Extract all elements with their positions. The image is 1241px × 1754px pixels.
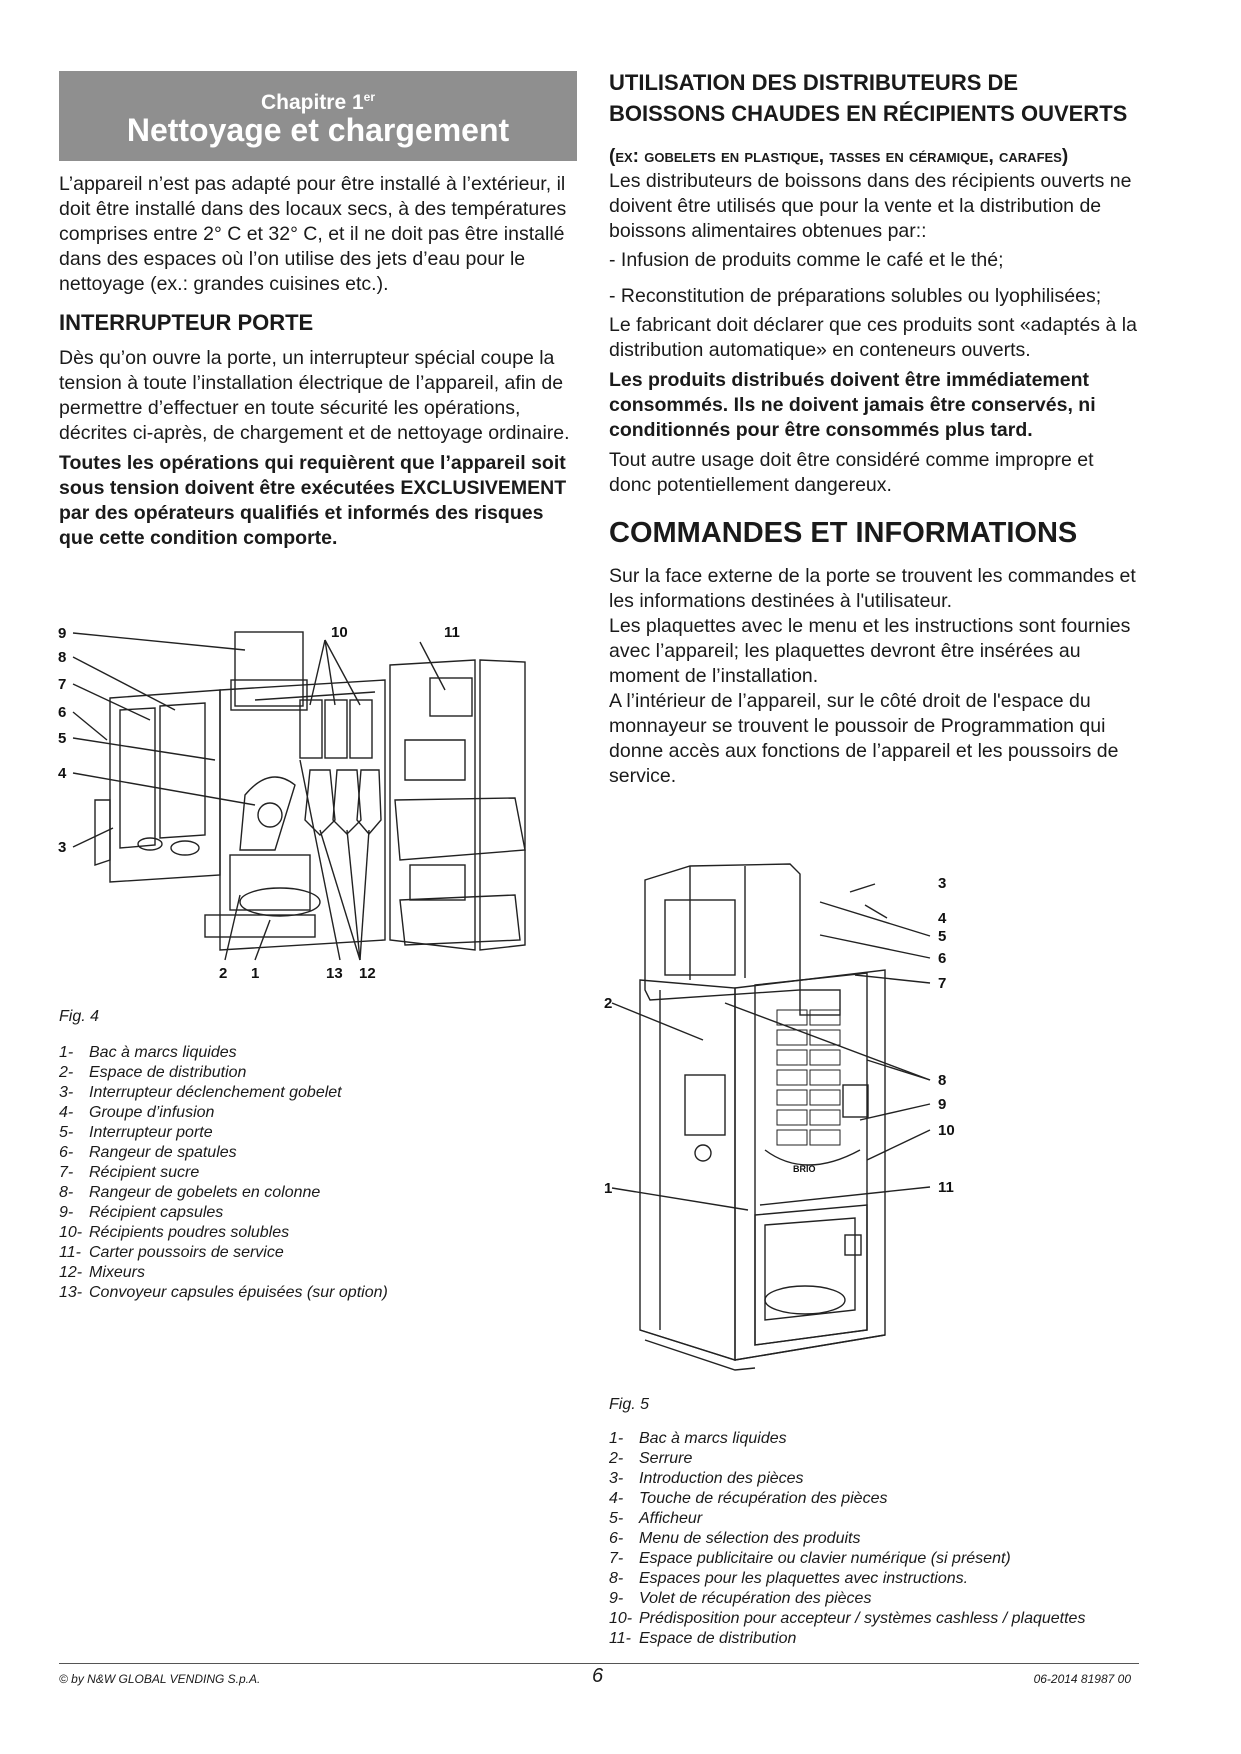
fig4-legend-item-number: 13-	[59, 1284, 83, 1301]
chapter-header	[59, 71, 577, 161]
fig4-label-12: 12	[359, 965, 376, 982]
fig5-legend-item-number: 8-	[609, 1570, 624, 1587]
chapter-label: Chapitre 1er	[260, 90, 376, 114]
fig4-legend-item-number: 10-	[59, 1224, 83, 1241]
fig5-legend-item-text: Prédisposition pour accepteur / systèmes cashless / plaquettes	[639, 1610, 1086, 1627]
right-column	[609, 67, 1139, 789]
utilisation-item-1: - Infusion de produits comme le café et le thé;	[609, 249, 1004, 271]
fig5-legend-item-number: 7-	[609, 1550, 624, 1567]
fig4-label-6: 6	[58, 704, 67, 721]
fig4-label-1: 1	[251, 965, 260, 982]
section-title-commandes: COMMANDES ET INFORMATIONS	[609, 517, 1078, 549]
footer-doc-ref: 06-2014 81987 00	[1033, 1672, 1131, 1686]
fig4-label-13: 13	[326, 965, 343, 982]
fig4-legend-item	[59, 1223, 579, 1243]
fig5-legend-item	[609, 1549, 1169, 1569]
fig4-legend-item	[59, 1063, 579, 1083]
fig5-legend-item	[609, 1469, 1169, 1489]
fig4-label-4: 4	[58, 765, 67, 782]
fig4-legend-item-number: 9-	[59, 1204, 74, 1221]
fig4-legend-item	[59, 1143, 579, 1163]
figure-4-legend	[59, 1043, 579, 1303]
fig5-legend-item-number: 4-	[609, 1490, 624, 1507]
footer-rule	[59, 1663, 1139, 1664]
fig5-legend-item-text: Volet de récupération des pièces	[639, 1590, 872, 1607]
footer-copyright: © by N&W GLOBAL VENDING S.p.A.	[59, 1672, 261, 1686]
utilisation-paragraph-2: Le fabricant doit déclarer que ces produits sont «adaptés à la distribution automatique» en conteneurs ouverts.	[609, 314, 1137, 361]
fig4-legend-item-number: 7-	[59, 1164, 74, 1181]
fig5-label-8: 8	[938, 1072, 947, 1089]
fig5-legend-item	[609, 1489, 1169, 1509]
fig5-legend-item-text: Afficheur	[639, 1510, 703, 1527]
fig4-legend-item-text: Groupe d’infusion	[89, 1104, 215, 1121]
figure-5-caption: Fig. 5	[609, 1396, 650, 1413]
utilisation-subtitle: (ex: gobelets en plastique, tasses en céramique, carafes)	[609, 146, 1069, 167]
fig5-legend-item-text: Serrure	[639, 1450, 693, 1467]
fig4-legend-item	[59, 1243, 579, 1263]
fig5-legend-item-number: 3-	[609, 1470, 624, 1487]
fig4-label-7: 7	[58, 676, 67, 693]
section-title-interrupteur: INTERRUPTEUR PORTE	[59, 310, 314, 335]
figure-4-illustration	[55, 620, 585, 1005]
fig4-legend-item-number: 6-	[59, 1144, 74, 1161]
commandes-paragraph-2: Les plaquettes avec le menu et les instructions sont fournies avec l’appareil; les plaquettes devront être insérées au moment de l’installation.	[609, 615, 1131, 687]
left-column	[59, 172, 577, 551]
fig4-legend-item-text: Interrupteur porte	[89, 1124, 213, 1141]
fig4-legend-item-text: Carter poussoirs de service	[89, 1244, 284, 1261]
commandes-paragraph-3: A l’intérieur de l’appareil, sur le côté droit de l'espace du monnayeur se trouvent le poussoir de Programmation qui donne accès aux fonctions de l’appareil et les poussoirs de service.	[609, 690, 1119, 787]
fig5-label-6: 6	[938, 950, 947, 967]
fig5-legend-item-text: Menu de sélection des produits	[639, 1530, 861, 1547]
intro-paragraph: L’appareil n’est pas adapté pour être installé à l’extérieur, il doit être installé dans des locaux secs, à des températures comprises entre 2° C et 32° C, et il ne doit pas être installé dans des espaces où l’on utilise des jets d’eau pour le nettoyage (ex.: grandes cuisines etc.).	[59, 173, 567, 295]
fig4-label-8: 8	[58, 649, 67, 666]
fig5-legend-item	[609, 1589, 1169, 1609]
fig5-label-9: 9	[938, 1096, 947, 1113]
fig4-legend-item	[59, 1083, 579, 1103]
fig4-legend-item-number: 5-	[59, 1124, 74, 1141]
interrupteur-paragraph: Dès qu’on ouvre la porte, un interrupteur spécial coupe la tension à toute l’installation électrique de l’appareil, afin de permettre d’effectuer en toute sécurité les opérations, décrites ci-après, de chargement et de nettoyage ordinaire.	[59, 347, 570, 444]
fig4-label-3: 3	[58, 839, 67, 856]
fig4-legend-item	[59, 1163, 579, 1183]
figure-4-caption: Fig. 4	[59, 1008, 100, 1025]
section-title-utilisation: UTILISATION DES DISTRIBUTEURS DE BOISSONS CHAUDES EN RÉCIPIENTS OUVERTS	[609, 70, 1128, 126]
figure-5-illustration	[605, 860, 1075, 1390]
fig4-legend-item	[59, 1283, 579, 1303]
fig4-legend-item-number: 3-	[59, 1084, 74, 1101]
fig4-legend-item	[59, 1043, 579, 1063]
fig5-label-5: 5	[938, 928, 947, 945]
fig4-label-5: 5	[58, 730, 67, 747]
fig5-legend-item	[609, 1609, 1169, 1629]
fig5-legend-item	[609, 1629, 1169, 1649]
fig5-legend-item-text: Espace publicitaire ou clavier numérique (si présent)	[639, 1550, 1011, 1567]
fig5-label-4: 4	[938, 910, 947, 927]
footer-page-number: 6	[592, 1665, 604, 1687]
utilisation-paragraph-1: Les distributeurs de boissons dans des récipients ouverts ne doivent être utilisés que pour la vente et la distribution de boissons alimentaires obtenues par::	[609, 170, 1132, 242]
fig4-legend-item	[59, 1183, 579, 1203]
fig5-legend-item-text: Espaces pour les plaquettes avec instructions.	[639, 1570, 969, 1587]
fig5-legend-item-number: 6-	[609, 1530, 624, 1547]
fig5-legend-item-number: 10-	[609, 1610, 633, 1627]
fig5-legend-item-number: 5-	[609, 1510, 624, 1527]
fig4-label-9: 9	[58, 625, 67, 642]
fig4-legend-item	[59, 1263, 579, 1283]
fig4-legend-item-number: 8-	[59, 1184, 74, 1201]
fig5-legend-item	[609, 1569, 1169, 1589]
fig4-legend-item	[59, 1123, 579, 1143]
fig5-label-3: 3	[938, 875, 947, 892]
fig4-legend-item-text: Récipient sucre	[89, 1164, 200, 1181]
chapter-title: Nettoyage et chargement	[126, 112, 510, 148]
fig5-label-2: 2	[604, 995, 613, 1012]
fig4-legend-item-text: Rangeur de spatules	[89, 1144, 237, 1161]
fig5-legend-item-text: Touche de récupération des pièces	[639, 1490, 888, 1507]
fig4-label-11: 11	[444, 624, 460, 641]
fig5-label-1: 1	[604, 1180, 613, 1197]
figure-5-legend	[609, 1429, 1169, 1649]
fig5-legend-item-text: Bac à marcs liquides	[639, 1430, 787, 1447]
fig4-legend-item	[59, 1103, 579, 1123]
fig5-legend-item-number: 2-	[609, 1450, 624, 1467]
fig4-legend-item-text: Espace de distribution	[89, 1064, 247, 1081]
fig5-legend-item	[609, 1449, 1169, 1469]
fig5-legend-item-text: Introduction des pièces	[639, 1470, 804, 1487]
fig5-legend-item-number: 11-	[609, 1630, 631, 1647]
fig5-label-10: 10	[938, 1122, 955, 1139]
fig5-legend-item-number: 1-	[609, 1430, 624, 1447]
fig4-legend-item-text: Récipient capsules	[89, 1204, 224, 1221]
fig4-legend-item-number: 11-	[59, 1244, 81, 1261]
warning-paragraph: Toutes les opérations qui requièrent que l’appareil soit sous tension doivent être exécutées EXCLUSIVEMENT par des opérateurs qualifiés et informés des risques que cette condition comporte.	[59, 452, 567, 549]
fig5-legend-item	[609, 1509, 1169, 1529]
fig5-label-7: 7	[938, 975, 947, 992]
fig4-legend-item-number: 1-	[59, 1044, 74, 1061]
fig4-legend-item-text: Récipients poudres solubles	[89, 1224, 290, 1241]
fig4-legend-item-number: 4-	[59, 1104, 74, 1121]
utilisation-item-2: - Reconstitution de préparations solubles ou lyophilisées;	[609, 285, 1102, 307]
utilisation-bold-paragraph: Les produits distribués doivent être immédiatement consommés. Ils ne doivent jamais être conservés, ni conditionnés pour être consommés plus tard.	[609, 369, 1096, 441]
fig5-brand: BRIO	[793, 1164, 816, 1174]
fig4-legend-item-number: 2-	[59, 1064, 74, 1081]
fig5-legend-item-text: Espace de distribution	[639, 1630, 797, 1647]
fig5-label-11: 11	[938, 1179, 954, 1196]
fig4-legend-item-text: Interrupteur déclenchement gobelet	[89, 1084, 342, 1101]
fig4-legend-item-number: 12-	[59, 1264, 83, 1281]
fig4-legend-item-text: Bac à marcs liquides	[89, 1044, 237, 1061]
fig4-legend-item	[59, 1203, 579, 1223]
fig4-legend-item-text: Rangeur de gobelets en colonne	[89, 1184, 321, 1201]
chapter-label-sup: er	[363, 90, 376, 104]
fig4-legend-item-text: Convoyeur capsules épuisées (sur option)	[89, 1284, 388, 1301]
fig4-label-2: 2	[219, 965, 228, 982]
fig4-legend-item-text: Mixeurs	[89, 1264, 146, 1281]
commandes-paragraph-1: Sur la face externe de la porte se trouvent les commandes et les informations destinées à l'utilisateur.	[609, 565, 1136, 612]
fig4-label-10: 10	[331, 624, 348, 641]
fig5-legend-item	[609, 1529, 1169, 1549]
fig5-legend-item	[609, 1429, 1169, 1449]
fig5-legend-item-number: 9-	[609, 1590, 624, 1607]
utilisation-paragraph-3: Tout autre usage doit être considéré comme impropre et donc potentiellement dangereux.	[609, 449, 1094, 496]
